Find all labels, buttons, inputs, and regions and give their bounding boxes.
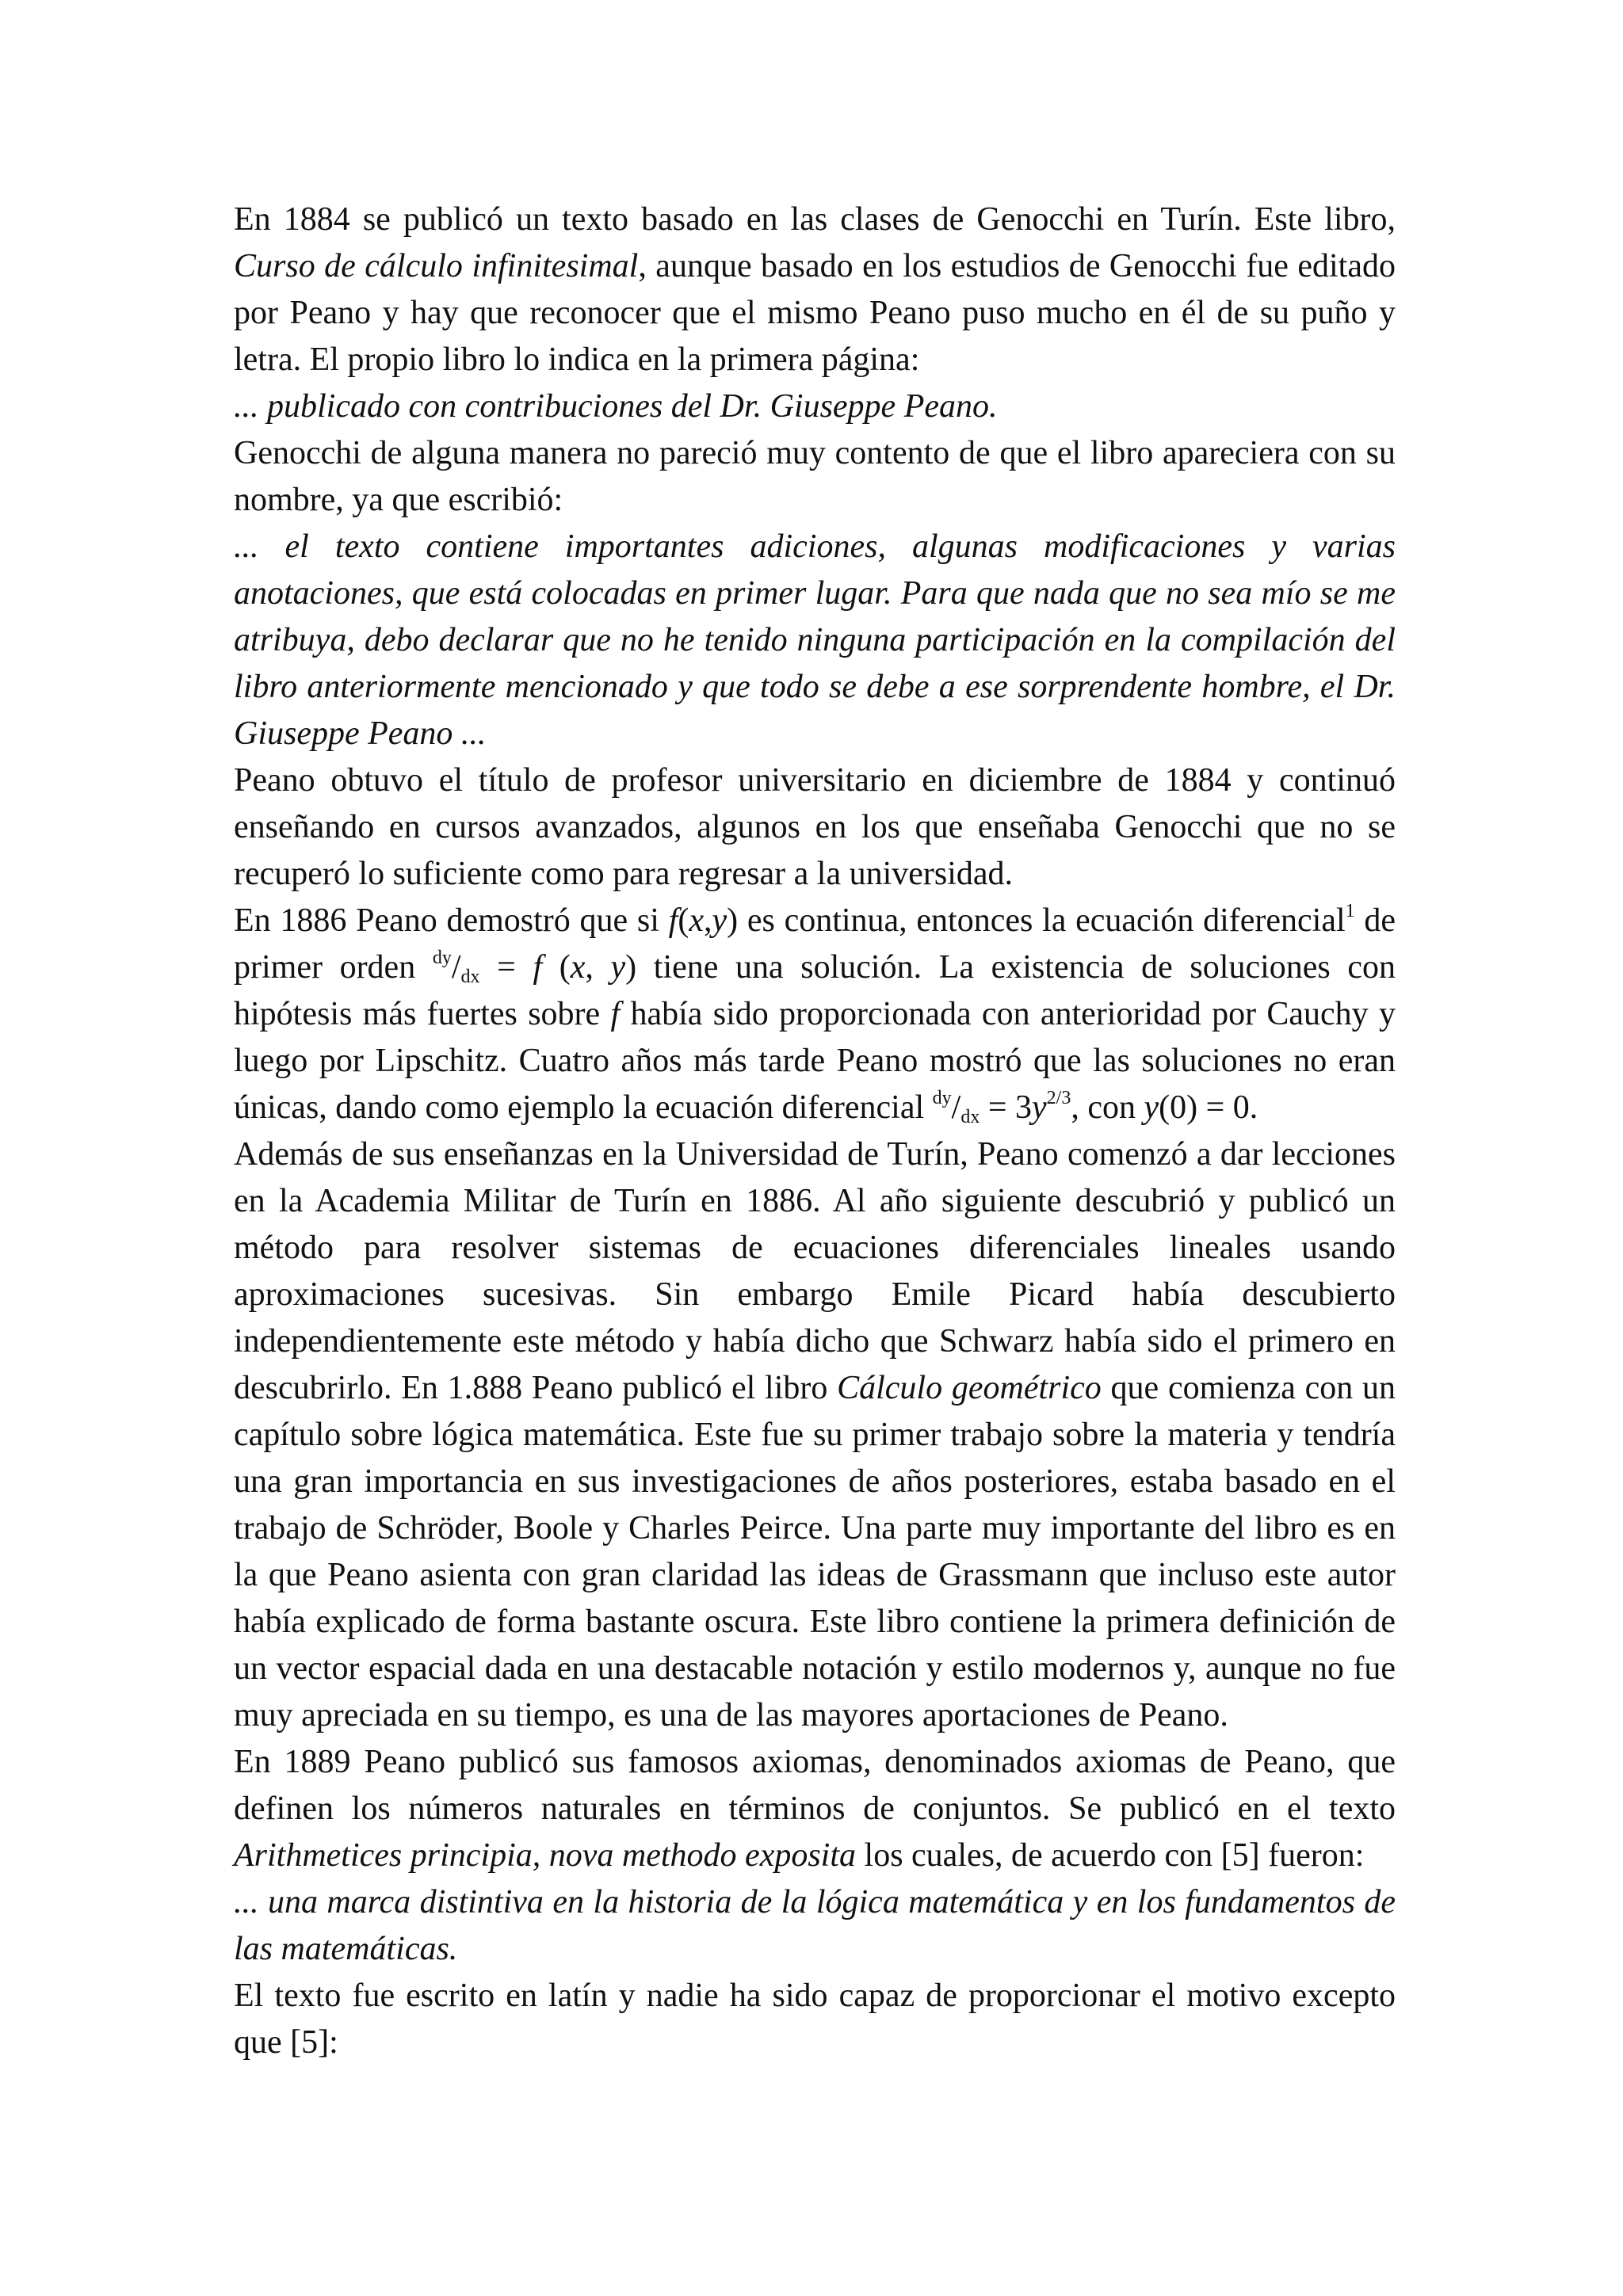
math-f: f	[533, 949, 543, 986]
math-exponent: 2/3	[1046, 1088, 1071, 1108]
text-span: En 1889 Peano publicó sus famosos axiomas, denominados axiomas de Peano, que definen los números naturales en términos de conjuntos. Se publicó en el texto	[234, 1744, 1396, 1827]
math-f: f	[668, 902, 678, 939]
paragraph-profesor: Peano obtuvo el título de profesor universitario en diciembre de 1884 y continuó enseñando en cursos avanzados, algunos en los que enseñaba Genocchi que no se recuperó lo suficiente como para regresar a la universidad.	[234, 762, 1396, 892]
paragraph-ecuacion-diferencial	[234, 898, 1396, 1131]
book-title-curso: Curso de cálculo infinitesimal	[234, 248, 639, 284]
math-slash: /	[451, 949, 461, 986]
text-span: que comienza con un capítulo sobre lógica matemática. Este fue su primer trabajo sobre la materia y tendría una gran importancia en sus investigaciones de años posteriores, estaba basado en el trabajo de Schröder, Boole y Charles Peirce. Una parte muy importante del libro es en la que Peano asienta con gran claridad las ideas de Grassmann que incluso este autor había explicado de forma bastante oscura. Este libro contiene la primera definición de un vector espacial dada en una destacable notación y estilo modernos y, aunque no fue muy apreciada en su tiempo, es una de las mayores aportaciones de Peano.	[234, 1370, 1396, 1733]
math-equals: =	[479, 949, 533, 986]
math-dy: dy	[932, 1088, 952, 1108]
math-paren: (	[678, 902, 689, 939]
math-comma: ,	[703, 902, 712, 939]
text-span: había sido proporcionada con anterioridad por Cauchy y luego por Lipschitz. Cuatro años más tarde Peano mostró que las soluciones no eran únicas, dando como ejemplo la ecuación diferencial	[234, 996, 1396, 1126]
footnote-marker: 1	[1345, 901, 1355, 921]
quote-marca-distintiva: ... una marca distintiva en la historia de la lógica matemática y en los fundamentos de las matemáticas.	[234, 1884, 1396, 1967]
text-span: los cuales, de acuerdo con [5] fueron:	[856, 1837, 1365, 1874]
document-page	[234, 196, 1396, 2066]
quote-genocchi: ... el texto contiene importantes adiciones, algunas modificaciones y varias anotaciones, que está colocadas en primer lugar. Para que nada que no sea mío se me atribuya, debo declarar que no he tenido ninguna participación en la compilación del libro anteriormente mencionado y que todo se debe a ese sorprendente hombre, el Dr. Giuseppe Peano ...	[234, 528, 1396, 752]
paragraph-axiomas	[234, 1739, 1396, 1879]
text-span: Además de sus enseñanzas en la Universidad de Turín, Peano comenzó a dar lecciones en la Academia Militar de Turín en 1886. Al año siguiente descubrió y publicó un método para resolver sistemas de ecuaciones diferenciales lineales usando aproximaciones sucesivas. Sin embargo Emile Picard había descubierto independientemente este método y había dicho que Schwarz había sido el primero en descubrirlo. En 1.888 Peano publicó el libro	[234, 1136, 1396, 1406]
math-paren: )	[727, 902, 739, 939]
text-span: En 1886 Peano demostró que si	[234, 902, 669, 939]
text-span: En 1884 se publicó un texto basado en las clases de Genocchi en Turín. Este libro,	[234, 201, 1396, 238]
math-paren: )	[625, 949, 637, 986]
math-y: y	[1032, 1089, 1047, 1126]
paragraph-academia-militar	[234, 1131, 1396, 1739]
math-paren: (	[542, 949, 571, 986]
math-dy: dy	[432, 948, 452, 968]
math-f: f	[610, 996, 621, 1032]
book-title-calculo-geometrico: Cálculo geométrico	[837, 1370, 1102, 1406]
math-dx: dx	[460, 967, 480, 987]
text-span: , con	[1071, 1089, 1144, 1126]
math-y: y	[712, 902, 727, 939]
math-equals: = 3	[980, 1089, 1032, 1126]
paragraph-latin: El texto fue escrito en latín y nadie ha sido capaz de proporcionar el motivo excepto que [5]:	[234, 1978, 1396, 2061]
text-span: es continua, entonces la ecuación diferencial	[738, 902, 1346, 939]
math-comma: ,	[585, 949, 611, 986]
math-dx: dx	[960, 1107, 980, 1127]
paragraph-genocchi-text	[234, 196, 1396, 383]
text-span: tiene una solución. La existencia de soluciones con hipótesis más fuertes sobre	[234, 949, 1396, 1032]
math-slash: /	[951, 1089, 961, 1126]
quote-publicado: ... publicado con contribuciones del Dr. Giuseppe Peano.	[234, 388, 998, 425]
text-span: (0) = 0.	[1159, 1089, 1258, 1126]
math-y: y	[1144, 1089, 1159, 1126]
paragraph-genocchi-reaction: Genocchi de alguna manera no pareció muy contento de que el libro apareciera con su nombre, ya que escribió:	[234, 435, 1396, 518]
book-title-arithmetices: Arithmetices principia, nova methodo exposita	[234, 1837, 857, 1874]
math-y: y	[610, 949, 626, 986]
math-x: x	[570, 949, 586, 986]
text-span: , aunque basado en los estudios de Genocchi fue editado por Peano y hay que reconocer que el mismo Peano puso mucho en él de su puño y letra. El propio libro lo indica en la primera página:	[234, 248, 1396, 378]
text-span: de primer orden	[234, 902, 1396, 986]
math-x: x	[689, 902, 704, 939]
